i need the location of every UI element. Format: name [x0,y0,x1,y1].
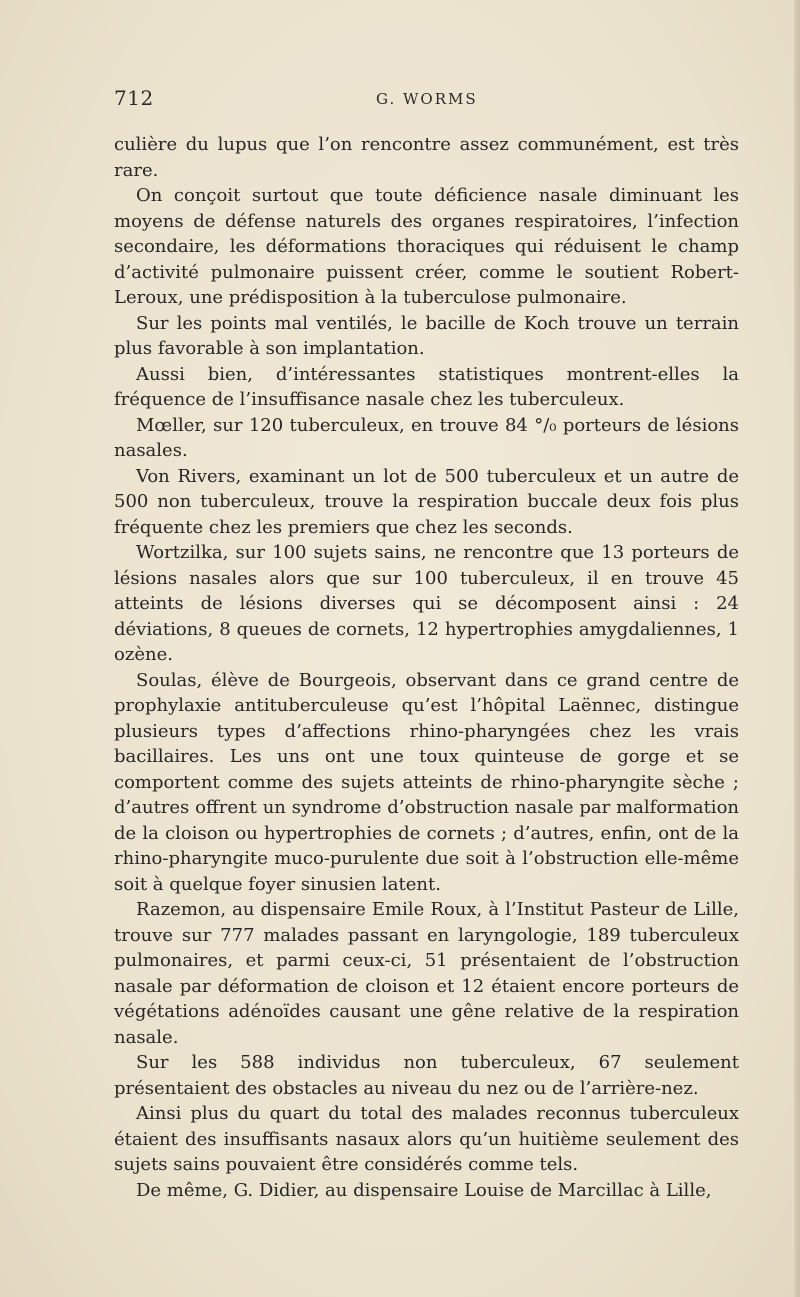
paragraph: De même, G. Didier, au dispensaire Louise de Marcillac à Lille, [136,1179,712,1201]
paragraph: Wortzilka, sur 100 sujets sains, ne rencontre que 13 porteurs de lésions nasales alors que sur 100 tuberculeux, il en trouve 45 atteints de lésions diverses qui se décomposent ainsi : 24 déviations, 8 queues de cornets, 12 hypertrophies amygdaliennes, 1 ozène. [114,542,739,665]
paragraph: Sur les points mal ventilés, le bacille de Koch trouve un terrain plus favorable à son implantation. [114,312,739,359]
paragraph: Soulas, élève de Bourgeois, observant dans ce grand centre de prophylaxie antituberculeuse qu’est l’hôpital Laënnec, distingue plusieurs types d’affections rhino-pharyngées chez les vrais bacillaires. Les uns ont une toux quinteuse de gorge et se comportent comme des sujets atteints de rhino-pharyngite sèche ; d’autres offrent un syndrome d’obstruction nasale par malformation de la cloison ou hypertrophies de cornets ; d’autres, enfin, ont de la rhino-pharyngite muco-purulente due soit à l’obstruction elle-même soit à quelque foyer sinusien latent. [114,669,739,895]
paragraph: Aussi bien, d’intéressantes statistiques montrent-elles la fréquence de l’insuffisance nasale chez les tuberculeux. [114,363,739,410]
paragraph: Ainsi plus du quart du total des malades reconnus tuberculeux étaient des insuffisants nasaux alors qu’un huitième seulement des sujets sains pouvaient être considérés comme tels. [114,1103,739,1175]
paragraph: Mœller, sur 120 tuberculeux, en trouve 84 °/₀ porteurs de lésions nasales. [114,414,739,461]
paragraph: On conçoit surtout que toute déficience nasale diminuant les moyens de défense naturels des organes respiratoires, l’infection secondaire, les déformations thoraciques qui réduisent le champ d’activité pulmonaire puissent créer, comme le soutient Robert-Leroux, une prédisposition à la tuberculose pulmonaire. [114,185,739,308]
page-number: 712 [114,86,154,110]
running-head: G. WORMS [376,90,478,108]
paragraph: culière du lupus que l’on rencontre assez communément, est très rare. [114,134,739,181]
body-text [114,132,739,1203]
page-header [114,86,739,116]
paragraph: Sur les 588 individus non tuberculeux, 67 seulement présentaient des obstacles au niveau du nez ou de l’arrière-nez. [114,1052,739,1099]
page-edge [794,0,800,1297]
paragraph: Razemon, au dispensaire Emile Roux, à l’Institut Pasteur de Lille, trouve sur 777 malades passant en laryngologie, 189 tuberculeux pulmonaires, et parmi ceux-ci, 51 présentaient de l’obstruction nasale par déformation de cloison et 12 étaient encore porteurs de végétations adénoïdes causant une gêne relative de la respiration nasale. [114,899,739,1048]
paragraph: Von Rivers, examinant un lot de 500 tuberculeux et un autre de 500 non tuberculeux, trouve la respiration buccale deux fois plus fréquente chez les premiers que chez les seconds. [114,465,739,538]
